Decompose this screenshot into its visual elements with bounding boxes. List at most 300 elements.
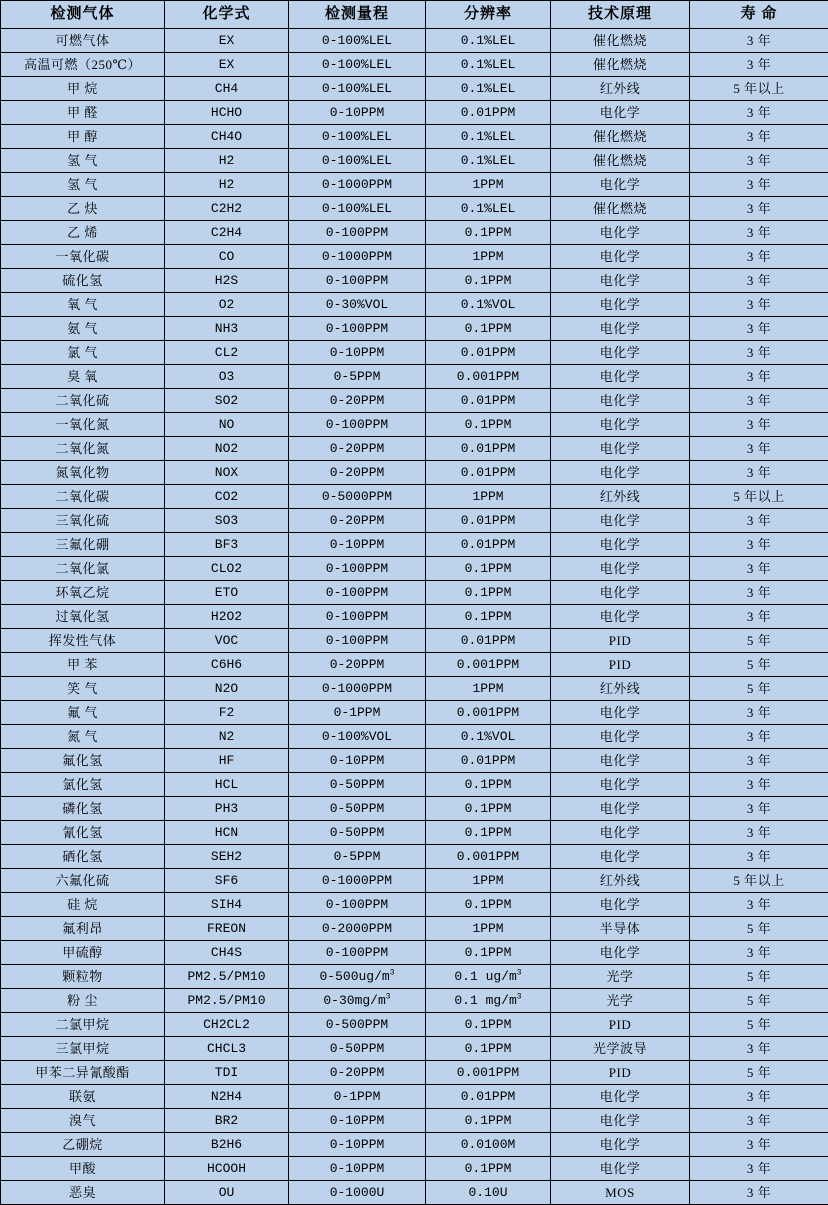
cell-chemical-formula: NO [165, 413, 289, 437]
cell-resolution: 0.1%VOL [426, 725, 551, 749]
cell-resolution: 0.0100M [426, 1133, 551, 1157]
cell-gas-name: 过氧化氢 [1, 605, 165, 629]
cell-lifetime: 5 年 [690, 629, 828, 653]
cell-resolution: 0.01PPM [426, 533, 551, 557]
cell-gas-name: 三氟化硼 [1, 533, 165, 557]
cell-gas-name: 一氧化碳 [1, 245, 165, 269]
cell-detection-range: 0-10PPM [289, 1157, 426, 1181]
cell-technology: 电化学 [551, 101, 690, 125]
cell-gas-name: 二氧化氮 [1, 437, 165, 461]
cell-lifetime: 3 年 [690, 413, 828, 437]
cell-resolution: 0.001PPM [426, 701, 551, 725]
table-row [1, 1157, 828, 1181]
table-row [1, 269, 828, 293]
cell-lifetime: 3 年 [690, 845, 828, 869]
cell-gas-name: 臭 氧 [1, 365, 165, 389]
cell-gas-name: 三氯甲烷 [1, 1037, 165, 1061]
cell-lifetime: 3 年 [690, 821, 828, 845]
cell-chemical-formula: SO3 [165, 509, 289, 533]
cell-resolution: 0.1%VOL [426, 293, 551, 317]
table-row [1, 533, 828, 557]
table-row [1, 293, 828, 317]
cell-gas-name: 乙硼烷 [1, 1133, 165, 1157]
cell-chemical-formula: H2 [165, 149, 289, 173]
cell-lifetime: 3 年 [690, 437, 828, 461]
cell-chemical-formula: SO2 [165, 389, 289, 413]
cell-chemical-formula: N2 [165, 725, 289, 749]
cell-resolution: 0.1PPM [426, 773, 551, 797]
cell-gas-name: 乙 炔 [1, 197, 165, 221]
cell-detection-range: 0-1000U [289, 1181, 426, 1205]
cell-gas-name: 氯 气 [1, 341, 165, 365]
table-row [1, 389, 828, 413]
cell-resolution: 0.1PPM [426, 893, 551, 917]
table-row [1, 317, 828, 341]
cell-lifetime: 3 年 [690, 197, 828, 221]
cell-gas-name: 联氨 [1, 1085, 165, 1109]
cell-gas-name: 磷化氢 [1, 797, 165, 821]
cell-resolution: 1PPM [426, 917, 551, 941]
cell-lifetime: 3 年 [690, 893, 828, 917]
cell-lifetime: 3 年 [690, 749, 828, 773]
cell-technology: 电化学 [551, 269, 690, 293]
cell-chemical-formula: CH2CL2 [165, 1013, 289, 1037]
cell-technology: 电化学 [551, 389, 690, 413]
cell-chemical-formula: HCHO [165, 101, 289, 125]
cell-technology: 电化学 [551, 365, 690, 389]
cell-technology: 电化学 [551, 245, 690, 269]
table-row [1, 125, 828, 149]
cell-chemical-formula: CH4S [165, 941, 289, 965]
cell-gas-name: 甲 苯 [1, 653, 165, 677]
cell-resolution: 0.1PPM [426, 1157, 551, 1181]
cell-lifetime: 3 年 [690, 797, 828, 821]
cell-gas-name: 甲硫醇 [1, 941, 165, 965]
cell-lifetime: 3 年 [690, 773, 828, 797]
header-lifetime: 寿 命 [690, 1, 828, 29]
cell-technology: 电化学 [551, 1085, 690, 1109]
cell-lifetime: 3 年 [690, 725, 828, 749]
cell-resolution: 0.001PPM [426, 1061, 551, 1085]
cell-gas-name: 氮氧化物 [1, 461, 165, 485]
cell-lifetime: 3 年 [690, 149, 828, 173]
cell-gas-name: 氟利昂 [1, 917, 165, 941]
cell-chemical-formula: EX [165, 53, 289, 77]
table-row [1, 989, 828, 1013]
cell-technology: 电化学 [551, 341, 690, 365]
cell-gas-name: 粉 尘 [1, 989, 165, 1013]
cell-technology: 电化学 [551, 533, 690, 557]
cell-detection-range: 0-100PPM [289, 893, 426, 917]
cell-resolution: 0.01PPM [426, 341, 551, 365]
cell-resolution: 0.1PPM [426, 317, 551, 341]
cell-resolution: 0.1 $ug/m^3$ [426, 965, 551, 989]
cell-chemical-formula: NH3 [165, 317, 289, 341]
cell-chemical-formula: PM2.5/PM10 [165, 989, 289, 1013]
cell-detection-range: 0-100PPM [289, 269, 426, 293]
cell-technology: 电化学 [551, 1109, 690, 1133]
table-row [1, 29, 828, 53]
cell-resolution: 0.1PPM [426, 941, 551, 965]
cell-technology: 红外线 [551, 485, 690, 509]
cell-detection-range: 0-20PPM [289, 509, 426, 533]
cell-technology: MOS [551, 1181, 690, 1205]
table-row [1, 1133, 828, 1157]
cell-gas-name: 三氧化硫 [1, 509, 165, 533]
table-row [1, 101, 828, 125]
cell-resolution: 0.01PPM [426, 389, 551, 413]
cell-gas-name: 硫化氢 [1, 269, 165, 293]
cell-chemical-formula: PM2.5/PM10 [165, 965, 289, 989]
cell-technology: PID [551, 653, 690, 677]
cell-detection-range: 0-100%VOL [289, 725, 426, 749]
cell-resolution: 1PPM [426, 485, 551, 509]
cell-detection-range: 0-10PPM [289, 749, 426, 773]
cell-lifetime: 3 年 [690, 269, 828, 293]
cell-technology: 催化燃烧 [551, 125, 690, 149]
table-row [1, 413, 828, 437]
table-row [1, 173, 828, 197]
cell-lifetime: 3 年 [690, 581, 828, 605]
cell-chemical-formula: OU [165, 1181, 289, 1205]
table-body [1, 29, 828, 1205]
table-row [1, 917, 828, 941]
cell-lifetime: 3 年 [690, 53, 828, 77]
cell-detection-range: 0-20PPM [289, 389, 426, 413]
cell-gas-name: 甲 醇 [1, 125, 165, 149]
cell-lifetime: 3 年 [690, 1133, 828, 1157]
table-row [1, 221, 828, 245]
cell-chemical-formula: ETO [165, 581, 289, 605]
cell-chemical-formula: CLO2 [165, 557, 289, 581]
cell-detection-range: 0-20PPM [289, 1061, 426, 1085]
cell-gas-name: 挥发性气体 [1, 629, 165, 653]
cell-resolution: 0.1PPM [426, 1013, 551, 1037]
cell-technology: 电化学 [551, 773, 690, 797]
cell-lifetime: 3 年 [690, 701, 828, 725]
cell-technology: PID [551, 1061, 690, 1085]
cell-lifetime: 3 年 [690, 221, 828, 245]
cell-resolution: 0.01PPM [426, 437, 551, 461]
cell-detection-range: 0-5000PPM [289, 485, 426, 509]
cell-gas-name: 溴气 [1, 1109, 165, 1133]
cell-technology: PID [551, 1013, 690, 1037]
cell-technology: 红外线 [551, 77, 690, 101]
cell-detection-range: 0-100PPM [289, 317, 426, 341]
table-row [1, 821, 828, 845]
cell-technology: 半导体 [551, 917, 690, 941]
cell-detection-range: 0-100%LEL [289, 125, 426, 149]
table-row [1, 1037, 828, 1061]
cell-gas-name: 二氧化碳 [1, 485, 165, 509]
cell-lifetime: 3 年 [690, 533, 828, 557]
cell-gas-name: 二氧化氯 [1, 557, 165, 581]
cell-detection-range: 0-10PPM [289, 341, 426, 365]
table-row [1, 725, 828, 749]
cell-lifetime: 3 年 [690, 557, 828, 581]
cell-technology: 电化学 [551, 1133, 690, 1157]
cell-chemical-formula: SEH2 [165, 845, 289, 869]
cell-lifetime: 3 年 [690, 293, 828, 317]
cell-resolution: 0.1%LEL [426, 197, 551, 221]
cell-gas-name: 甲酸 [1, 1157, 165, 1181]
cell-gas-name: 高温可燃（250℃） [1, 53, 165, 77]
table-row [1, 437, 828, 461]
cell-detection-range: 0-50PPM [289, 821, 426, 845]
cell-lifetime: 5 年以上 [690, 485, 828, 509]
cell-resolution: 0.10U [426, 1181, 551, 1205]
cell-gas-name: 乙 烯 [1, 221, 165, 245]
cell-lifetime: 3 年 [690, 101, 828, 125]
cell-gas-name: 甲苯二异氰酸酯 [1, 1061, 165, 1085]
cell-resolution: 0.1%LEL [426, 77, 551, 101]
cell-resolution: 0.1PPM [426, 1109, 551, 1133]
cell-resolution: 0.1PPM [426, 797, 551, 821]
cell-detection-range: 0-1000PPM [289, 245, 426, 269]
cell-chemical-formula: CL2 [165, 341, 289, 365]
cell-lifetime: 3 年 [690, 317, 828, 341]
cell-chemical-formula: HCN [165, 821, 289, 845]
cell-chemical-formula: HF [165, 749, 289, 773]
cell-chemical-formula: TDI [165, 1061, 289, 1085]
cell-gas-name: 氯化氢 [1, 773, 165, 797]
cell-gas-name: 氟化氢 [1, 749, 165, 773]
cell-resolution: 0.1PPM [426, 269, 551, 293]
cell-resolution: 0.01PPM [426, 629, 551, 653]
cell-lifetime: 5 年 [690, 1061, 828, 1085]
cell-chemical-formula: SIH4 [165, 893, 289, 917]
cell-lifetime: 5 年 [690, 653, 828, 677]
cell-lifetime: 3 年 [690, 509, 828, 533]
cell-resolution: 1PPM [426, 677, 551, 701]
cell-technology: PID [551, 629, 690, 653]
cell-gas-name: 氨 气 [1, 317, 165, 341]
cell-detection-range: $0-500ug/m^3$ [289, 965, 426, 989]
cell-resolution: 0.1PPM [426, 605, 551, 629]
cell-gas-name: 氢 气 [1, 173, 165, 197]
cell-detection-range: 0-100PPM [289, 413, 426, 437]
table-row [1, 605, 828, 629]
cell-detection-range: 0-1PPM [289, 1085, 426, 1109]
cell-detection-range: 0-100%LEL [289, 53, 426, 77]
cell-chemical-formula: FREON [165, 917, 289, 941]
cell-lifetime: 5 年 [690, 1013, 828, 1037]
cell-detection-range: 0-100PPM [289, 581, 426, 605]
cell-chemical-formula: EX [165, 29, 289, 53]
cell-chemical-formula: BR2 [165, 1109, 289, 1133]
cell-detection-range: 0-5PPM [289, 365, 426, 389]
cell-chemical-formula: N2O [165, 677, 289, 701]
cell-gas-name: 氟 气 [1, 701, 165, 725]
cell-technology: 电化学 [551, 437, 690, 461]
table-row [1, 53, 828, 77]
cell-technology: 催化燃烧 [551, 197, 690, 221]
cell-detection-range: 0-2000PPM [289, 917, 426, 941]
cell-lifetime: 5 年以上 [690, 77, 828, 101]
cell-gas-name: 硅 烷 [1, 893, 165, 917]
table-row [1, 1181, 828, 1205]
cell-lifetime: 3 年 [690, 29, 828, 53]
cell-chemical-formula: C6H6 [165, 653, 289, 677]
cell-resolution: 1PPM [426, 869, 551, 893]
cell-detection-range: 0-100%LEL [289, 29, 426, 53]
cell-detection-range: 0-1PPM [289, 701, 426, 725]
table-row [1, 77, 828, 101]
cell-detection-range: 0-100PPM [289, 629, 426, 653]
cell-technology: 电化学 [551, 749, 690, 773]
cell-resolution: 0.1%LEL [426, 53, 551, 77]
cell-chemical-formula: B2H6 [165, 1133, 289, 1157]
cell-technology: 光学 [551, 989, 690, 1013]
cell-detection-range: 0-100%LEL [289, 77, 426, 101]
cell-detection-range: 0-1000PPM [289, 677, 426, 701]
cell-detection-range: 0-1000PPM [289, 869, 426, 893]
cell-detection-range: 0-20PPM [289, 461, 426, 485]
cell-detection-range: 0-20PPM [289, 437, 426, 461]
table-row [1, 509, 828, 533]
cell-detection-range: 0-30%VOL [289, 293, 426, 317]
cell-detection-range: 0-10PPM [289, 101, 426, 125]
table-row [1, 461, 828, 485]
cell-gas-name: 硒化氢 [1, 845, 165, 869]
cell-resolution: 0.01PPM [426, 749, 551, 773]
cell-gas-name: 环氧乙烷 [1, 581, 165, 605]
table-row [1, 893, 828, 917]
cell-gas-name: 二氧化硫 [1, 389, 165, 413]
cell-lifetime: 3 年 [690, 173, 828, 197]
cell-technology: 光学 [551, 965, 690, 989]
table-row [1, 845, 828, 869]
table-row [1, 365, 828, 389]
cell-resolution: 0.001PPM [426, 845, 551, 869]
cell-technology: 电化学 [551, 293, 690, 317]
cell-chemical-formula: NO2 [165, 437, 289, 461]
table-row [1, 581, 828, 605]
cell-lifetime: 5 年 [690, 989, 828, 1013]
cell-detection-range: 0-100PPM [289, 557, 426, 581]
table-row [1, 197, 828, 221]
cell-resolution: 0.1PPM [426, 557, 551, 581]
cell-chemical-formula: CH4O [165, 125, 289, 149]
table-row [1, 797, 828, 821]
cell-lifetime: 3 年 [690, 389, 828, 413]
cell-technology: 电化学 [551, 509, 690, 533]
cell-resolution: 1PPM [426, 173, 551, 197]
cell-gas-name: 恶臭 [1, 1181, 165, 1205]
table-row [1, 677, 828, 701]
cell-chemical-formula: CO [165, 245, 289, 269]
table-row [1, 341, 828, 365]
cell-technology: 催化燃烧 [551, 53, 690, 77]
cell-technology: 电化学 [551, 725, 690, 749]
cell-detection-range: 0-500PPM [289, 1013, 426, 1037]
cell-lifetime: 5 年 [690, 965, 828, 989]
cell-lifetime: 3 年 [690, 1037, 828, 1061]
cell-resolution: 0.001PPM [426, 653, 551, 677]
cell-technology: 电化学 [551, 317, 690, 341]
cell-resolution: 0.1PPM [426, 821, 551, 845]
cell-resolution: 0.1 $mg/m^3$ [426, 989, 551, 1013]
cell-resolution: 0.1PPM [426, 413, 551, 437]
cell-resolution: 0.1PPM [426, 581, 551, 605]
table-row [1, 1109, 828, 1133]
cell-technology: 电化学 [551, 605, 690, 629]
cell-chemical-formula: C2H4 [165, 221, 289, 245]
cell-lifetime: 3 年 [690, 1085, 828, 1109]
cell-technology: 电化学 [551, 797, 690, 821]
cell-detection-range: 0-100%LEL [289, 149, 426, 173]
cell-gas-name: 一氧化氮 [1, 413, 165, 437]
cell-detection-range: 0-100PPM [289, 941, 426, 965]
header-resolution: 分辨率 [426, 1, 551, 29]
cell-technology: 光学波导 [551, 1037, 690, 1061]
cell-gas-name: 氮 气 [1, 725, 165, 749]
table-row [1, 1085, 828, 1109]
table-row [1, 869, 828, 893]
cell-technology: 电化学 [551, 821, 690, 845]
cell-resolution: 0.1%LEL [426, 149, 551, 173]
cell-resolution: 0.01PPM [426, 101, 551, 125]
cell-lifetime: 3 年 [690, 461, 828, 485]
cell-technology: 电化学 [551, 557, 690, 581]
table-row [1, 1061, 828, 1085]
cell-technology: 电化学 [551, 461, 690, 485]
cell-lifetime: 3 年 [690, 365, 828, 389]
table-row [1, 245, 828, 269]
cell-technology: 红外线 [551, 869, 690, 893]
cell-gas-name: 氰化氢 [1, 821, 165, 845]
cell-gas-name: 颗粒物 [1, 965, 165, 989]
cell-technology: 电化学 [551, 893, 690, 917]
cell-technology: 催化燃烧 [551, 29, 690, 53]
cell-gas-name: 甲 醛 [1, 101, 165, 125]
cell-lifetime: 3 年 [690, 1157, 828, 1181]
cell-technology: 电化学 [551, 581, 690, 605]
cell-chemical-formula: F2 [165, 701, 289, 725]
header-detection-range: 检测量程 [289, 1, 426, 29]
table-row [1, 941, 828, 965]
cell-chemical-formula: CO2 [165, 485, 289, 509]
table-row [1, 149, 828, 173]
table-row [1, 629, 828, 653]
table-row [1, 773, 828, 797]
cell-detection-range: 0-100PPM [289, 605, 426, 629]
cell-detection-range: 0-5PPM [289, 845, 426, 869]
cell-resolution: 0.01PPM [426, 509, 551, 533]
cell-chemical-formula: C2H2 [165, 197, 289, 221]
table-row [1, 701, 828, 725]
cell-technology: 电化学 [551, 1157, 690, 1181]
cell-chemical-formula: H2S [165, 269, 289, 293]
cell-chemical-formula: BF3 [165, 533, 289, 557]
cell-detection-range: 0-20PPM [289, 653, 426, 677]
table-row [1, 557, 828, 581]
cell-chemical-formula: HCL [165, 773, 289, 797]
cell-lifetime: 5 年以上 [690, 869, 828, 893]
header-gas-name: 检测气体 [1, 1, 165, 29]
cell-technology: 电化学 [551, 845, 690, 869]
cell-technology: 电化学 [551, 413, 690, 437]
table-row [1, 965, 828, 989]
cell-resolution: 0.1%LEL [426, 125, 551, 149]
cell-technology: 催化燃烧 [551, 149, 690, 173]
cell-chemical-formula: O3 [165, 365, 289, 389]
cell-detection-range: 0-10PPM [289, 1133, 426, 1157]
cell-detection-range: 0-50PPM [289, 797, 426, 821]
cell-lifetime: 5 年 [690, 677, 828, 701]
cell-resolution: 1PPM [426, 245, 551, 269]
cell-gas-name: 笑 气 [1, 677, 165, 701]
